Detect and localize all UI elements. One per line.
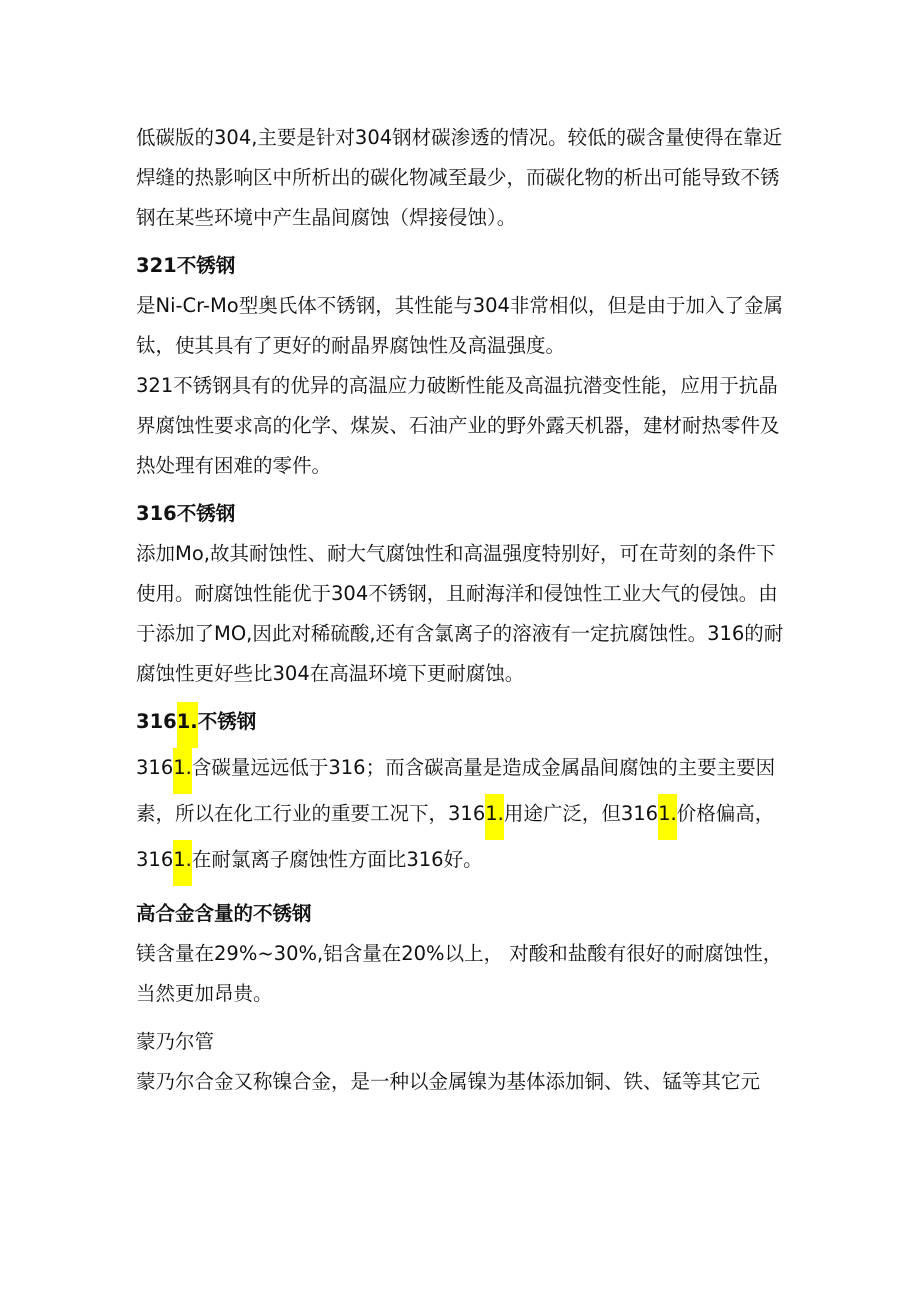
paragraph-316: 添加Mo,故其耐蚀性、耐大气腐蚀性和高温强度特别好，可在苛刻的条件下使用。耐腐蚀性能优于304不锈钢，且耐海洋和侵蚀性工业大气的侵蚀。由于添加了MO,因此对稀硫酸,还有含氯离子的溶液有一定抗腐蚀性。316的耐腐蚀性更好些比304在高温环境下更耐腐蚀。 <box>136 542 784 685</box>
paragraph-316l <box>136 748 786 886</box>
highlight-mark: 1. <box>173 840 192 886</box>
paragraph-high-alloy: 镁含量在29%~30%,铝含量在20%以上， 对酸和盐酸有很好的耐腐蚀性，当然更加昂贵。 <box>136 942 783 1005</box>
text-segment: 用途广泛，但316 <box>503 802 659 825</box>
heading-321: 321不锈钢 <box>136 254 236 277</box>
highlight-mark: 1. <box>485 794 504 840</box>
highlight-mark: 1. <box>177 702 198 748</box>
paragraph-321-a: 是Ni-Cr-Mo型奥氏体不锈钢，其性能与304非常相似，但是由于加入了金属钛，使其具有了更好的耐晶界腐蚀性及高温强度。 <box>136 294 783 357</box>
text-segment: 316 <box>136 756 174 779</box>
heading-316l-suffix: 不锈钢 <box>197 710 257 733</box>
heading-316l <box>136 702 786 748</box>
heading-316: 316不锈钢 <box>136 502 236 525</box>
text-segment: 316 <box>136 848 174 871</box>
text-segment: 在耐氯离子腐蚀性方面比316好。 <box>191 848 483 871</box>
text-segment: 价格偏高， <box>676 802 775 825</box>
highlight-mark: 1. <box>173 748 192 794</box>
document-body <box>136 118 786 1102</box>
heading-high-alloy: 高合金含量的不锈钢 <box>136 902 312 925</box>
highlight-mark: 1. <box>658 794 677 840</box>
text-segment: 含碳量远远低于316；而含碳高量是造成金属晶间腐蚀的主要主要因素，所以在化工行业的重要工况下，316 <box>136 756 776 825</box>
intro-paragraph: 低碳版的304,主要是针对304钢材碳渗透的情况。较低的碳含量使得在靠近焊缝的热影响区中所析出的碳化物减至最少，而碳化物的析出可能导致不锈钢在某些环境中产生晶间腐蚀（焊接侵蚀）。 <box>136 126 783 229</box>
paragraph-monel: 蒙乃尔合金又称镍合金，是一种以金属镍为基体添加铜、铁、锰等其它元 <box>136 1070 761 1093</box>
paragraph-321-b: 321不锈钢具有的优异的高温应力破断性能及高温抗潜变性能，应用于抗晶界腐蚀性要求高的化学、煤炭、石油产业的野外露天机器，建材耐热零件及热处理有困难的零件。 <box>136 374 780 477</box>
heading-316l-prefix: 316 <box>136 710 177 733</box>
heading-monel: 蒙乃尔管 <box>136 1030 215 1053</box>
